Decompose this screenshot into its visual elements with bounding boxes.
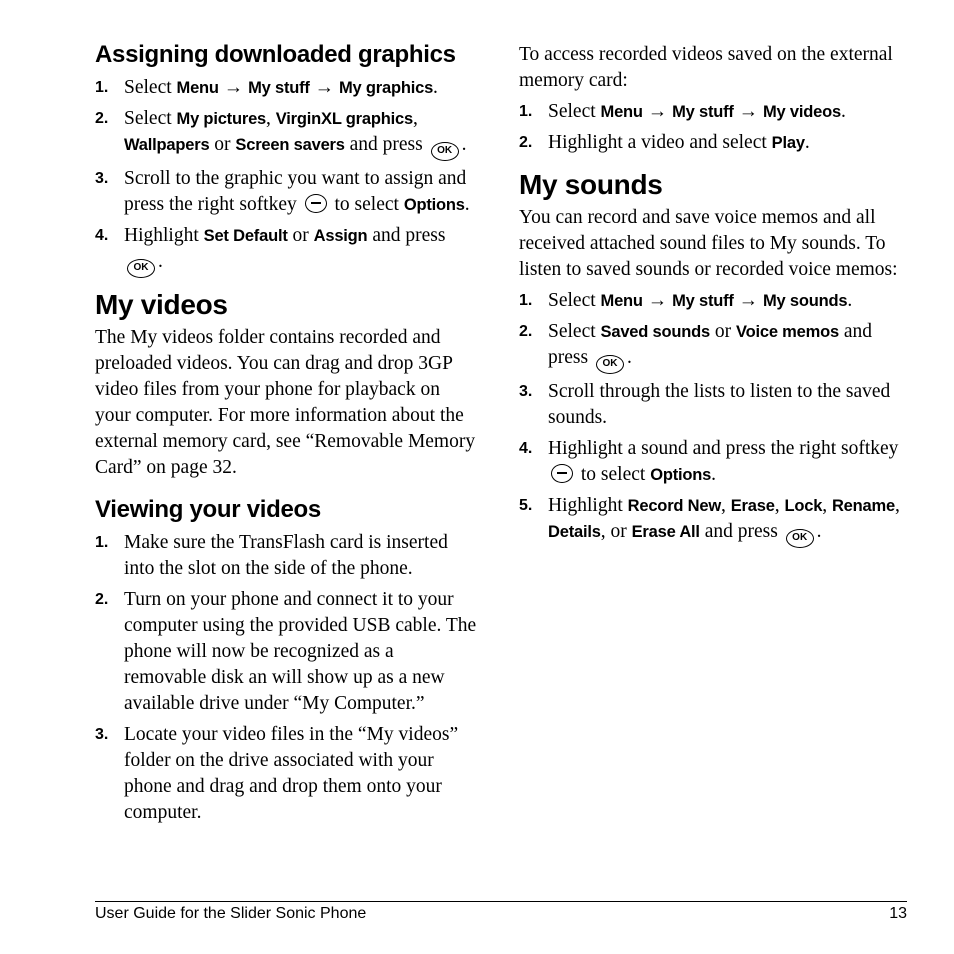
step-number: 2.: [519, 134, 533, 151]
list-item: 1. Select Menu → My stuff → My graphics.: [95, 75, 480, 101]
menu-label: Menu: [600, 292, 643, 310]
section-heading-viewing-videos: Viewing your videos: [95, 496, 321, 523]
section-heading-assigning: Assigning downloaded graphics: [95, 41, 456, 68]
ok-key-icon: OK: [596, 355, 624, 374]
step-number: 4.: [519, 440, 533, 457]
page-number: 13: [889, 905, 907, 922]
my-sounds-steps: [519, 288, 904, 548]
play-label: Play: [771, 134, 805, 152]
list-item: 2. Highlight a video and select Play.: [519, 130, 904, 156]
right-softkey-icon: [305, 194, 327, 213]
list-item: 1. Select Menu → My stuff → My sounds.: [519, 288, 904, 314]
footer-divider: [95, 901, 907, 902]
list-item: 4. Highlight Set Default or Assign and press OK .: [95, 223, 480, 278]
my-graphics-label: My graphics: [338, 79, 434, 97]
ok-key-icon: OK: [127, 259, 155, 278]
list-item: 4. Highlight a sound and press the right softkey to select Options.: [519, 438, 899, 485]
list-item: 1. Make sure the TransFlash card is inserted into the slot on the side of the phone.: [95, 532, 448, 579]
my-stuff-label: My stuff: [672, 292, 734, 310]
step-number: 4.: [95, 227, 109, 244]
step-number: 3.: [519, 383, 533, 400]
my-videos-intro: The My videos folder contains recorded and preloaded videos. You can drag and drop 3GP video files from your phone for playback on your computer. For more information about the external memory card, see “Removable Memory Card” on page 32.: [95, 327, 476, 478]
my-videos-label: My videos: [762, 103, 841, 121]
menu-label: Menu: [600, 103, 643, 121]
step-number: 2.: [519, 323, 533, 340]
step-number: 3.: [95, 726, 109, 743]
list-item: 3. Scroll through the lists to listen to the saved sounds.: [519, 381, 891, 428]
section-heading-my-videos: My videos: [95, 289, 228, 320]
right-softkey-icon: [551, 464, 573, 483]
left-column: [95, 40, 480, 826]
my-sounds-label: My sounds: [762, 292, 848, 310]
right-column: [519, 40, 904, 548]
external-card-intro: To access recorded videos saved on the external memory card:: [519, 44, 893, 91]
step-number: 3.: [95, 170, 109, 187]
list-item: 2. Select Saved sounds or Voice memos and press OK .: [519, 319, 904, 374]
footer-title: User Guide for the Slider Sonic Phone: [95, 905, 367, 922]
assigning-steps: [95, 75, 480, 278]
menu-label: Menu: [176, 79, 219, 97]
step-number: 5.: [519, 497, 533, 514]
list-item: 3. Locate your video files in the “My videos” folder on the drive associated with your phone and drag and drop them onto your computer.: [95, 724, 459, 823]
step-number: 1.: [95, 79, 109, 96]
my-sounds-intro: You can record and save voice memos and all received attached sound files to My sounds. To listen to saved sounds or recorded voice memos:: [519, 207, 898, 280]
section-heading-my-sounds: My sounds: [519, 169, 663, 200]
step-number: 1.: [519, 292, 533, 309]
ok-key-icon: OK: [786, 529, 814, 548]
viewing-steps: [95, 530, 480, 826]
step-number: 1.: [519, 103, 533, 120]
step-number: 1.: [95, 534, 109, 551]
external-steps: [519, 99, 904, 156]
ok-key-icon: OK: [431, 142, 459, 161]
my-stuff-label: My stuff: [248, 79, 310, 97]
list-item: 3. Scroll to the graphic you want to assign and press the right softkey to select Options.: [95, 168, 470, 215]
list-item: 2. Select My pictures, VirginXL graphics, Wallpapers or Screen savers and press OK .: [95, 106, 480, 161]
my-stuff-label: My stuff: [672, 103, 734, 121]
list-item: 1. Select Menu → My stuff → My videos.: [519, 99, 904, 125]
list-item: 2. Turn on your phone and connect it to your computer using the provided USB cable. The phone will now be recognized as a removable disk an will show up as a new available drive under “My Computer.”: [95, 589, 477, 714]
step-number: 2.: [95, 110, 109, 127]
list-item: 5. Highlight Record New, Erase, Lock, Rename, Details, or Erase All and press OK .: [519, 493, 904, 548]
step-number: 2.: [95, 591, 109, 608]
